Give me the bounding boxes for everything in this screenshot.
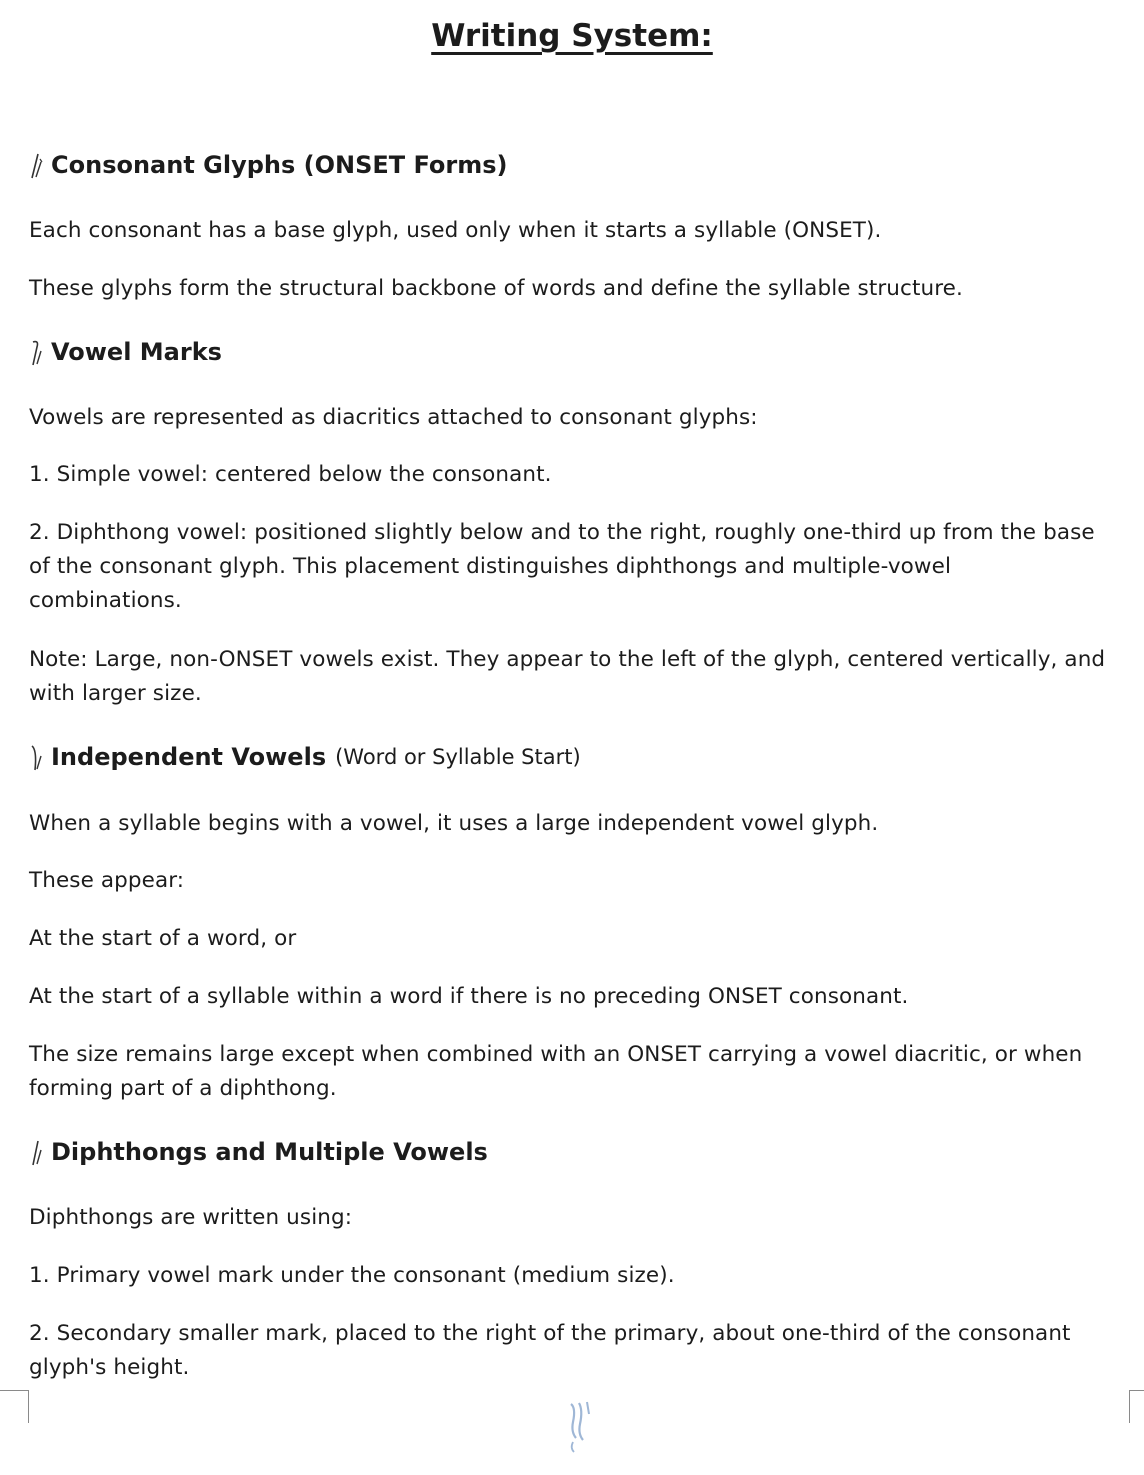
paragraph: These glyphs form the structural backbone of words and define the syllable structure. <box>29 276 963 301</box>
section-heading-text: Vowel Marks <box>51 338 222 366</box>
page-corner-mark-left <box>0 1390 29 1423</box>
list-item: 1. Primary vowel mark under the consonant (medium size). <box>29 1263 675 1288</box>
script-glyph-icon <box>562 1398 596 1454</box>
page-corner-mark-right <box>1129 1390 1144 1423</box>
section-heading-diphthongs <box>29 1136 488 1168</box>
list-item: 2. Secondary smaller mark, placed to the right of the primary, about one-third of the consonant glyph's height. <box>29 1321 1071 1380</box>
section-heading-text: Independent Vowels <box>51 743 327 771</box>
paragraph: The size remains large except when combined with an ONSET carrying a vowel diacritic, or when forming part of a diphthong. <box>29 1042 1083 1101</box>
pen-glyph-icon <box>29 150 49 180</box>
page-title <box>0 14 1144 58</box>
section-heading-vowel-marks <box>29 336 222 368</box>
paragraph: Diphthongs are written using: <box>29 1205 353 1230</box>
section-heading-independent-vowels <box>29 741 581 773</box>
pen-glyph-icon <box>29 1137 49 1167</box>
paragraph: At the start of a syllable within a word if there is no preceding ONSET consonant. <box>29 984 909 1009</box>
page-title-text: Writing System: <box>431 18 713 54</box>
section-heading-text: Diphthongs and Multiple Vowels <box>51 1138 488 1166</box>
section-heading-consonant-glyphs <box>29 149 508 181</box>
paragraph: When a syllable begins with a vowel, it uses a large independent vowel glyph. <box>29 811 879 836</box>
paragraph: At the start of a word, or <box>29 926 297 951</box>
section-heading-text: Consonant Glyphs (ONSET Forms) <box>51 151 508 179</box>
paragraph: Vowels are represented as diacritics attached to consonant glyphs: <box>29 405 758 430</box>
list-item: 2. Diphthong vowel: positioned slightly below and to the right, roughly one-third up from the base of the consonant glyph. This placement distinguishes diphthongs and multiple-vowel combinations. <box>29 520 1095 613</box>
list-item: 1. Simple vowel: centered below the consonant. <box>29 462 552 487</box>
paragraph: Each consonant has a base glyph, used only when it starts a syllable (ONSET). <box>29 218 882 243</box>
pen-glyph-icon <box>29 742 49 772</box>
paragraph: These appear: <box>29 868 185 893</box>
note-paragraph: Note: Large, non-ONSET vowels exist. They appear to the left of the glyph, centered vertically, and with larger size. <box>29 647 1106 706</box>
pen-glyph-icon <box>29 337 49 367</box>
section-heading-subtitle: (Word or Syllable Start) <box>335 745 581 769</box>
